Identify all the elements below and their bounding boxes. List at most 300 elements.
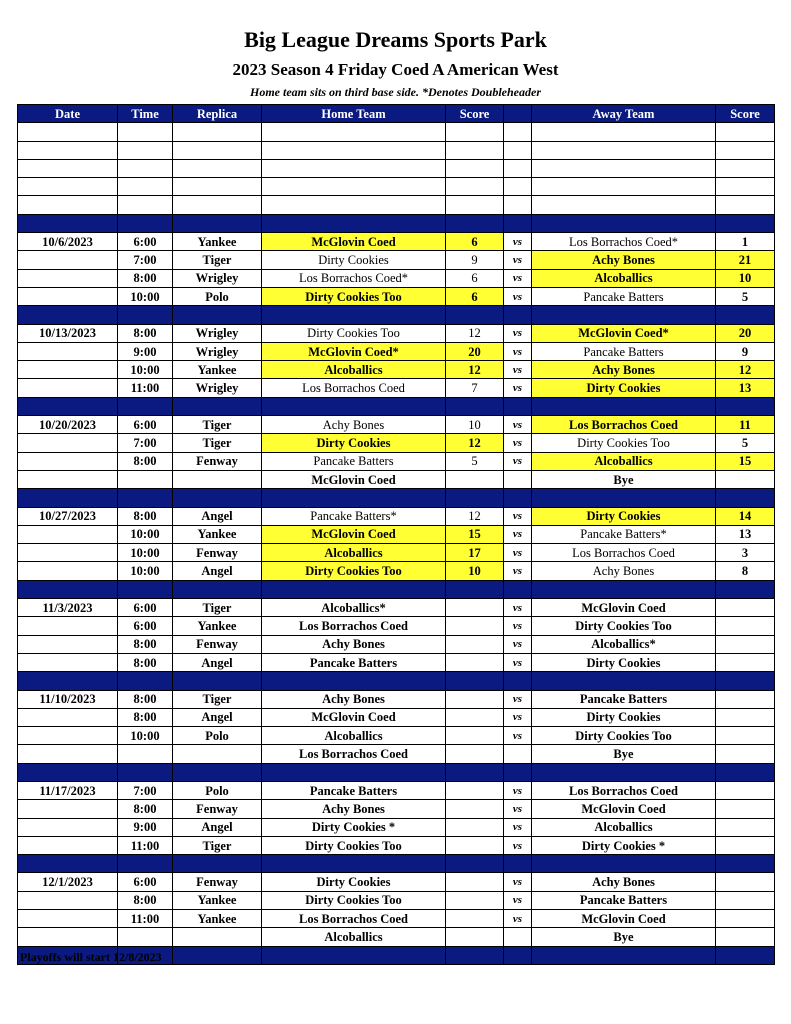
- home-team-cell: McGlovin Coed: [262, 525, 446, 543]
- game-row: [18, 233, 775, 251]
- away-score-cell: [716, 928, 775, 946]
- home-team-cell: Alcoballics: [262, 544, 446, 562]
- home-team-cell: Dirty Cookies: [262, 873, 446, 891]
- vs-cell: [504, 196, 532, 214]
- home-score-cell: 15: [446, 525, 504, 543]
- home-score-cell: 17: [446, 544, 504, 562]
- time-cell: 6:00: [118, 416, 173, 434]
- time-cell: [118, 489, 173, 507]
- away-team-cell: Dirty Cookies: [532, 708, 716, 726]
- away-score-cell: [716, 781, 775, 799]
- replica-cell: [173, 196, 262, 214]
- home-team-cell: Achy Bones: [262, 800, 446, 818]
- date-cell: [18, 891, 118, 909]
- away-score-cell: 12: [716, 361, 775, 379]
- date-cell: 10/27/2023: [18, 507, 118, 525]
- home-team-cell: [262, 580, 446, 598]
- time-cell: [118, 470, 173, 488]
- home-team-cell: Los Borrachos Coed: [262, 910, 446, 928]
- replica-cell: [173, 946, 262, 964]
- date-cell: [18, 489, 118, 507]
- home-team-cell: Dirty Cookies Too: [262, 836, 446, 854]
- time-cell: 10:00: [118, 361, 173, 379]
- away-team-cell: Los Borrachos Coed: [532, 544, 716, 562]
- playoffs-note: Playoffs will start 12/8/2023: [20, 950, 162, 964]
- game-row: [18, 928, 775, 946]
- time-cell: 6:00: [118, 599, 173, 617]
- vs-cell: vs: [504, 562, 532, 580]
- vs-cell: [504, 306, 532, 324]
- time-cell: 8:00: [118, 708, 173, 726]
- away-team-cell: Pancake Batters: [532, 287, 716, 305]
- time-cell: [118, 672, 173, 690]
- home-team-cell: Alcoballics: [262, 361, 446, 379]
- vs-cell: vs: [504, 690, 532, 708]
- date-cell: 11/3/2023: [18, 599, 118, 617]
- replica-cell: [173, 855, 262, 873]
- away-team-cell: Dirty Cookies Too: [532, 434, 716, 452]
- home-score-cell: [446, 928, 504, 946]
- away-team-cell: Los Borrachos Coed*: [532, 233, 716, 251]
- game-row: [18, 836, 775, 854]
- time-cell: 8:00: [118, 635, 173, 653]
- home-score-cell: [446, 855, 504, 873]
- date-cell: [18, 306, 118, 324]
- vs-cell: [504, 928, 532, 946]
- replica-cell: Yankee: [173, 910, 262, 928]
- schedule-body: [18, 123, 775, 965]
- vs-cell: vs: [504, 910, 532, 928]
- home-team-cell: Pancake Batters: [262, 653, 446, 671]
- away-score-cell: [716, 708, 775, 726]
- week-separator-row: [18, 397, 775, 415]
- away-team-cell: [532, 763, 716, 781]
- date-cell: [18, 635, 118, 653]
- time-cell: 10:00: [118, 562, 173, 580]
- date-cell: [18, 818, 118, 836]
- date-cell: [18, 562, 118, 580]
- date-cell: [18, 452, 118, 470]
- blank-row: [18, 123, 775, 141]
- away-team-cell: Bye: [532, 928, 716, 946]
- home-team-cell: Los Borrachos Coed: [262, 745, 446, 763]
- time-cell: [118, 214, 173, 232]
- vs-cell: vs: [504, 836, 532, 854]
- home-team-cell: [262, 123, 446, 141]
- home-team-cell: Dirty Cookies Too: [262, 324, 446, 342]
- game-row: [18, 562, 775, 580]
- away-score-cell: 14: [716, 507, 775, 525]
- away-score-cell: [716, 141, 775, 159]
- home-score-cell: 10: [446, 416, 504, 434]
- col-header-away-team: Away Team: [532, 105, 716, 123]
- vs-cell: vs: [504, 251, 532, 269]
- game-row: [18, 287, 775, 305]
- away-team-cell: Alcoballics*: [532, 635, 716, 653]
- away-score-cell: [716, 910, 775, 928]
- col-header-home-team: Home Team: [262, 105, 446, 123]
- replica-cell: Polo: [173, 727, 262, 745]
- game-row: [18, 745, 775, 763]
- week-separator-row: [18, 763, 775, 781]
- home-team-cell: McGlovin Coed: [262, 233, 446, 251]
- replica-cell: Tiger: [173, 599, 262, 617]
- header-row: [18, 105, 775, 123]
- time-cell: [118, 123, 173, 141]
- time-cell: [118, 397, 173, 415]
- replica-cell: Tiger: [173, 416, 262, 434]
- vs-cell: vs: [504, 818, 532, 836]
- home-team-cell: Dirty Cookies Too: [262, 891, 446, 909]
- time-cell: 8:00: [118, 452, 173, 470]
- away-team-cell: [532, 178, 716, 196]
- replica-cell: Wrigley: [173, 342, 262, 360]
- week-separator-row: [18, 306, 775, 324]
- vs-cell: vs: [504, 599, 532, 617]
- vs-cell: vs: [504, 416, 532, 434]
- replica-cell: [173, 763, 262, 781]
- replica-cell: Yankee: [173, 617, 262, 635]
- away-team-cell: McGlovin Coed*: [532, 324, 716, 342]
- col-header-replica: Replica: [173, 105, 262, 123]
- home-score-cell: [446, 818, 504, 836]
- date-cell: [18, 800, 118, 818]
- home-score-cell: [446, 690, 504, 708]
- replica-cell: Fenway: [173, 452, 262, 470]
- date-cell: [18, 379, 118, 397]
- game-row: [18, 269, 775, 287]
- home-score-cell: [446, 617, 504, 635]
- week-separator-row: [18, 214, 775, 232]
- replica-cell: Wrigley: [173, 324, 262, 342]
- away-score-cell: [716, 397, 775, 415]
- replica-cell: Wrigley: [173, 379, 262, 397]
- home-team-cell: [262, 214, 446, 232]
- date-cell: [18, 910, 118, 928]
- vs-cell: vs: [504, 452, 532, 470]
- date-cell: [18, 196, 118, 214]
- vs-cell: vs: [504, 434, 532, 452]
- time-cell: 8:00: [118, 269, 173, 287]
- away-score-cell: [716, 599, 775, 617]
- away-team-cell: Pancake Batters: [532, 342, 716, 360]
- home-score-cell: 5: [446, 452, 504, 470]
- home-team-cell: [262, 141, 446, 159]
- date-cell: 11/17/2023: [18, 781, 118, 799]
- away-score-cell: 10: [716, 269, 775, 287]
- home-score-cell: [446, 727, 504, 745]
- vs-cell: vs: [504, 269, 532, 287]
- away-team-cell: Achy Bones: [532, 361, 716, 379]
- home-score-cell: [446, 836, 504, 854]
- away-score-cell: [716, 580, 775, 598]
- home-team-cell: Alcoballics: [262, 928, 446, 946]
- away-team-cell: Bye: [532, 745, 716, 763]
- home-score-cell: [446, 800, 504, 818]
- game-row: [18, 727, 775, 745]
- away-team-cell: Pancake Batters: [532, 891, 716, 909]
- home-score-cell: [446, 708, 504, 726]
- home-team-cell: [262, 763, 446, 781]
- replica-cell: Tiger: [173, 836, 262, 854]
- vs-cell: vs: [504, 361, 532, 379]
- time-cell: [118, 306, 173, 324]
- home-score-cell: [446, 214, 504, 232]
- replica-cell: Yankee: [173, 525, 262, 543]
- replica-cell: [173, 745, 262, 763]
- date-cell: [18, 178, 118, 196]
- vs-cell: [504, 159, 532, 177]
- replica-cell: [173, 470, 262, 488]
- home-score-cell: [446, 178, 504, 196]
- game-row: [18, 379, 775, 397]
- home-score-cell: [446, 946, 504, 964]
- away-score-cell: 5: [716, 434, 775, 452]
- away-score-cell: [716, 800, 775, 818]
- game-row: [18, 434, 775, 452]
- replica-cell: [173, 141, 262, 159]
- vs-cell: vs: [504, 635, 532, 653]
- time-cell: [118, 745, 173, 763]
- home-score-cell: [446, 781, 504, 799]
- replica-cell: [173, 178, 262, 196]
- week-separator-row: [18, 855, 775, 873]
- vs-cell: vs: [504, 544, 532, 562]
- vs-cell: vs: [504, 873, 532, 891]
- time-cell: 8:00: [118, 690, 173, 708]
- home-score-cell: [446, 745, 504, 763]
- vs-cell: vs: [504, 781, 532, 799]
- vs-cell: vs: [504, 379, 532, 397]
- page-subtitle: 2023 Season 4 Friday Coed A American West: [232, 60, 559, 79]
- away-score-cell: 1: [716, 233, 775, 251]
- vs-cell: vs: [504, 653, 532, 671]
- game-row: [18, 818, 775, 836]
- away-score-cell: [716, 891, 775, 909]
- time-cell: 6:00: [118, 873, 173, 891]
- time-cell: [118, 196, 173, 214]
- vs-cell: vs: [504, 727, 532, 745]
- replica-cell: Angel: [173, 653, 262, 671]
- game-row: [18, 800, 775, 818]
- home-team-cell: Achy Bones: [262, 416, 446, 434]
- date-cell: 10/20/2023: [18, 416, 118, 434]
- time-cell: 6:00: [118, 617, 173, 635]
- home-score-cell: [446, 873, 504, 891]
- game-row: [18, 617, 775, 635]
- home-score-cell: 6: [446, 233, 504, 251]
- away-score-cell: [716, 855, 775, 873]
- col-header-away-score: Score: [716, 105, 775, 123]
- replica-cell: Fenway: [173, 544, 262, 562]
- vs-cell: vs: [504, 233, 532, 251]
- home-score-cell: 12: [446, 507, 504, 525]
- away-score-cell: [716, 763, 775, 781]
- vs-cell: [504, 214, 532, 232]
- blank-row: [18, 178, 775, 196]
- col-header-date: Date: [18, 105, 118, 123]
- date-cell: [18, 708, 118, 726]
- date-cell: 10/6/2023: [18, 233, 118, 251]
- game-row: [18, 361, 775, 379]
- replica-cell: Fenway: [173, 873, 262, 891]
- game-row: [18, 544, 775, 562]
- replica-cell: Yankee: [173, 361, 262, 379]
- away-team-cell: [532, 141, 716, 159]
- date-cell: [18, 745, 118, 763]
- home-score-cell: [446, 123, 504, 141]
- game-row: [18, 525, 775, 543]
- date-cell: [18, 214, 118, 232]
- date-cell: [18, 141, 118, 159]
- away-team-cell: Dirty Cookies Too: [532, 617, 716, 635]
- home-score-cell: 12: [446, 361, 504, 379]
- week-separator-row: [18, 489, 775, 507]
- blank-row: [18, 141, 775, 159]
- away-score-cell: 8: [716, 562, 775, 580]
- away-team-cell: McGlovin Coed: [532, 800, 716, 818]
- home-team-cell: Los Borrachos Coed: [262, 379, 446, 397]
- page-title: Big League Dreams Sports Park: [244, 27, 547, 52]
- vs-cell: [504, 672, 532, 690]
- replica-cell: [173, 306, 262, 324]
- home-score-cell: 9: [446, 251, 504, 269]
- replica-cell: [173, 123, 262, 141]
- away-score-cell: [716, 214, 775, 232]
- home-score-cell: [446, 672, 504, 690]
- replica-cell: Polo: [173, 781, 262, 799]
- home-score-cell: [446, 470, 504, 488]
- home-score-cell: [446, 306, 504, 324]
- away-score-cell: [716, 946, 775, 964]
- away-score-cell: [716, 745, 775, 763]
- vs-cell: vs: [504, 800, 532, 818]
- game-row: [18, 653, 775, 671]
- home-score-cell: 6: [446, 287, 504, 305]
- page-note: Home team sits on third base side. *Denotes Doubleheader: [250, 85, 541, 99]
- week-separator-row: [18, 672, 775, 690]
- replica-cell: Polo: [173, 287, 262, 305]
- home-team-cell: Pancake Batters*: [262, 507, 446, 525]
- game-row: [18, 708, 775, 726]
- replica-cell: [173, 928, 262, 946]
- date-cell: [18, 397, 118, 415]
- game-row: [18, 324, 775, 342]
- date-cell: [18, 251, 118, 269]
- date-cell: 10/13/2023: [18, 324, 118, 342]
- away-team-cell: Bye: [532, 470, 716, 488]
- away-score-cell: 13: [716, 525, 775, 543]
- game-row: [18, 251, 775, 269]
- game-row: [18, 910, 775, 928]
- home-score-cell: [446, 891, 504, 909]
- vs-cell: [504, 580, 532, 598]
- replica-cell: [173, 159, 262, 177]
- date-cell: [18, 544, 118, 562]
- time-cell: 7:00: [118, 781, 173, 799]
- replica-cell: Tiger: [173, 434, 262, 452]
- date-cell: 12/1/2023: [18, 873, 118, 891]
- time-cell: 9:00: [118, 342, 173, 360]
- home-team-cell: McGlovin Coed: [262, 708, 446, 726]
- away-team-cell: Dirty Cookies Too: [532, 727, 716, 745]
- away-score-cell: [716, 470, 775, 488]
- date-cell: [18, 287, 118, 305]
- time-cell: 6:00: [118, 233, 173, 251]
- col-header-vs: [504, 105, 532, 123]
- game-row: [18, 507, 775, 525]
- time-cell: 11:00: [118, 836, 173, 854]
- time-cell: 9:00: [118, 818, 173, 836]
- vs-cell: [504, 489, 532, 507]
- home-team-cell: Achy Bones: [262, 635, 446, 653]
- vs-cell: vs: [504, 507, 532, 525]
- date-cell: [18, 342, 118, 360]
- replica-cell: [173, 672, 262, 690]
- game-row: [18, 635, 775, 653]
- home-team-cell: Dirty Cookies Too: [262, 562, 446, 580]
- col-header-home-score: Score: [446, 105, 504, 123]
- time-cell: [118, 178, 173, 196]
- away-team-cell: Los Borrachos Coed: [532, 781, 716, 799]
- away-score-cell: [716, 672, 775, 690]
- home-team-cell: [262, 159, 446, 177]
- home-team-cell: Pancake Batters: [262, 452, 446, 470]
- away-team-cell: Pancake Batters: [532, 690, 716, 708]
- away-team-cell: [532, 672, 716, 690]
- vs-cell: [504, 397, 532, 415]
- away-team-cell: [532, 397, 716, 415]
- time-cell: 8:00: [118, 324, 173, 342]
- away-team-cell: Alcoballics: [532, 452, 716, 470]
- away-score-cell: 15: [716, 452, 775, 470]
- away-score-cell: 21: [716, 251, 775, 269]
- game-row: [18, 416, 775, 434]
- game-row: [18, 873, 775, 891]
- game-row: [18, 342, 775, 360]
- time-cell: [118, 141, 173, 159]
- time-cell: 8:00: [118, 800, 173, 818]
- replica-cell: Angel: [173, 818, 262, 836]
- time-cell: [118, 855, 173, 873]
- date-cell: [18, 763, 118, 781]
- away-score-cell: [716, 306, 775, 324]
- replica-cell: [173, 580, 262, 598]
- time-cell: 7:00: [118, 251, 173, 269]
- vs-cell: vs: [504, 342, 532, 360]
- away-score-cell: [716, 159, 775, 177]
- home-team-cell: Alcoballics*: [262, 599, 446, 617]
- away-score-cell: [716, 196, 775, 214]
- vs-cell: vs: [504, 525, 532, 543]
- away-score-cell: [716, 818, 775, 836]
- home-team-cell: Dirty Cookies: [262, 251, 446, 269]
- vs-cell: [504, 745, 532, 763]
- away-team-cell: [532, 855, 716, 873]
- date-cell: [18, 159, 118, 177]
- vs-cell: vs: [504, 708, 532, 726]
- replica-cell: [173, 489, 262, 507]
- date-cell: [18, 470, 118, 488]
- game-row: [18, 599, 775, 617]
- vs-cell: [504, 946, 532, 964]
- schedule-table: [17, 104, 775, 965]
- date-cell: [18, 855, 118, 873]
- home-score-cell: [446, 599, 504, 617]
- away-team-cell: Achy Bones: [532, 873, 716, 891]
- home-team-cell: [262, 397, 446, 415]
- home-team-cell: Dirty Cookies *: [262, 818, 446, 836]
